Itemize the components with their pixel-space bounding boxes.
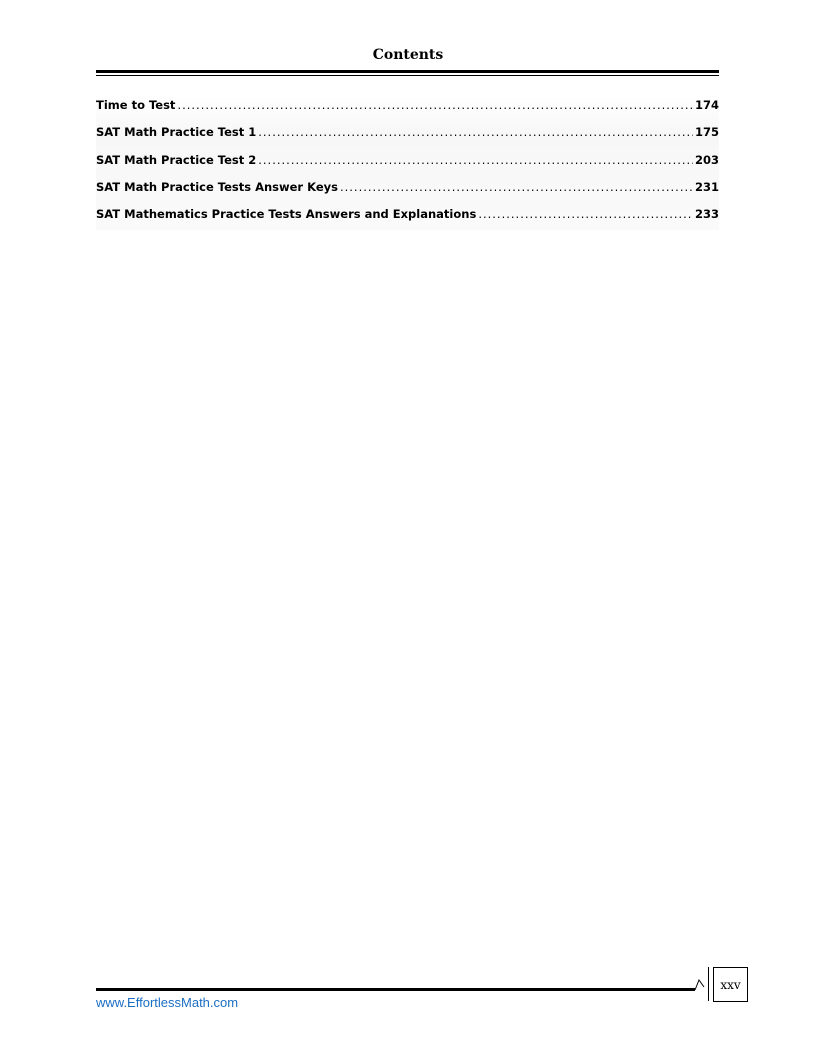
toc-entry-label: Time to Test	[96, 98, 176, 112]
table-of-contents	[96, 94, 719, 230]
footer-zigzag-decoration	[694, 975, 708, 991]
toc-entry[interactable]	[96, 94, 719, 121]
toc-entry-label: SAT Mathematics Practice Tests Answers and Explanations	[96, 207, 477, 222]
dot-leader	[177, 94, 693, 116]
dot-leader	[258, 121, 693, 143]
toc-entry-page: 233	[694, 207, 719, 222]
toc-entry[interactable]	[96, 121, 719, 148]
footer-rule	[96, 988, 695, 991]
toc-entry-label: SAT Math Practice Test 2	[96, 152, 257, 167]
footer-vertical-rule	[708, 967, 709, 1001]
dot-leader	[340, 176, 693, 198]
toc-entry[interactable]	[96, 149, 719, 176]
dot-leader	[258, 149, 693, 171]
header-rule-thick	[96, 70, 719, 73]
toc-entry[interactable]	[96, 203, 719, 230]
toc-entry-page: 203	[694, 152, 719, 167]
toc-entry-page: 174	[694, 98, 719, 112]
toc-entry-page: 175	[694, 125, 719, 140]
toc-entry-label: SAT Math Practice Tests Answer Keys	[96, 179, 338, 194]
page-title: Contents	[372, 47, 444, 63]
toc-entry[interactable]	[96, 176, 719, 203]
dot-leader	[478, 203, 693, 225]
footer-website-link[interactable]: www.EffortlessMath.com	[96, 995, 239, 1010]
toc-entry-page: 231	[694, 179, 719, 194]
toc-entry-label: SAT Math Practice Test 1	[96, 125, 257, 140]
page-number-box: xxv	[713, 967, 748, 1002]
header-rule-thin	[96, 75, 719, 76]
